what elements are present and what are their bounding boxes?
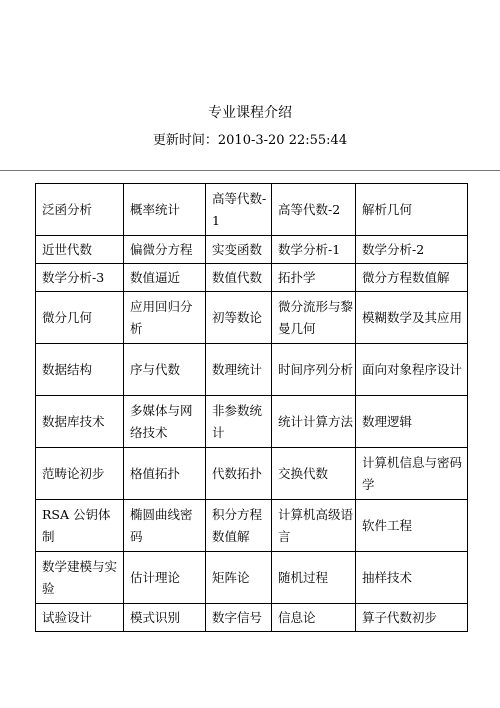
course-cell: 范畴论初步 [36, 448, 124, 500]
course-cell: 数字信号 [206, 604, 272, 632]
course-cell: 模式识别 [124, 604, 206, 632]
course-cell: 随机过程 [272, 552, 356, 604]
course-cell: 实变函数 [206, 236, 272, 264]
course-cell: 数理统计 [206, 344, 272, 396]
course-cell: 矩阵论 [206, 552, 272, 604]
course-cell: 椭圆曲线密码 [124, 500, 206, 552]
course-cell: 非参数统计 [206, 396, 272, 448]
table-row [36, 236, 468, 264]
course-cell: 多媒体与网络技术 [124, 396, 206, 448]
course-cell: 概率统计 [124, 184, 206, 236]
course-cell: 解析几何 [356, 184, 468, 236]
course-cell: 数学分析-2 [356, 236, 468, 264]
course-cell: 面向对象程序设计 [356, 344, 468, 396]
table-row [36, 448, 468, 500]
course-cell: 数值逼近 [124, 264, 206, 292]
page-title: 专业课程介绍 [208, 105, 292, 121]
course-cell: 数据库技术 [36, 396, 124, 448]
divider [0, 170, 500, 171]
course-cell: 序与代数 [124, 344, 206, 396]
course-cell: 时间序列分析 [272, 344, 356, 396]
table-row [36, 264, 468, 292]
course-cell: 软件工程 [356, 500, 468, 552]
course-cell: 拓扑学 [272, 264, 356, 292]
course-cell: 数学分析-1 [272, 236, 356, 264]
course-cell: 积分方程数值解 [206, 500, 272, 552]
course-cell: 信息论 [272, 604, 356, 632]
table-row [36, 292, 468, 344]
course-cell: 交换代数 [272, 448, 356, 500]
course-cell: 格值拓扑 [124, 448, 206, 500]
course-cell: 应用回归分析 [124, 292, 206, 344]
course-cell: 偏微分方程 [124, 236, 206, 264]
table-row [36, 500, 468, 552]
course-cell: 初等数论 [206, 292, 272, 344]
course-cell: 估计理论 [124, 552, 206, 604]
table-row [36, 344, 468, 396]
course-cell: 数据结构 [36, 344, 124, 396]
course-cell: 微分流形与黎曼几何 [272, 292, 356, 344]
course-cell: 数值代数 [206, 264, 272, 292]
course-cell: 数学分析-3 [36, 264, 124, 292]
course-cell: 抽样技术 [356, 552, 468, 604]
table-row [36, 184, 468, 236]
course-cell: 数理逻辑 [356, 396, 468, 448]
table-row [36, 604, 468, 632]
course-cell: 微分方程数值解 [356, 264, 468, 292]
course-cell: 计算机信息与密码学 [356, 448, 468, 500]
course-cell: 微分几何 [36, 292, 124, 344]
course-cell: 泛函分析 [36, 184, 124, 236]
course-cell: 统计计算方法 [272, 396, 356, 448]
course-cell: RSA 公钥体制 [36, 500, 124, 552]
table-row [36, 396, 468, 448]
course-cell: 计算机高级语言 [272, 500, 356, 552]
course-cell: 代数拓扑 [206, 448, 272, 500]
course-cell: 模糊数学及其应用 [356, 292, 468, 344]
course-cell: 数学建模与实验 [36, 552, 124, 604]
course-cell: 试验设计 [36, 604, 124, 632]
table-row [36, 552, 468, 604]
course-cell: 近世代数 [36, 236, 124, 264]
update-time: 更新时间：2010-3-20 22:55:44 [152, 133, 348, 148]
course-cell: 高等代数-1 [206, 184, 272, 236]
course-cell: 高等代数-2 [272, 184, 356, 236]
course-table [35, 183, 468, 632]
course-cell: 算子代数初步 [356, 604, 468, 632]
